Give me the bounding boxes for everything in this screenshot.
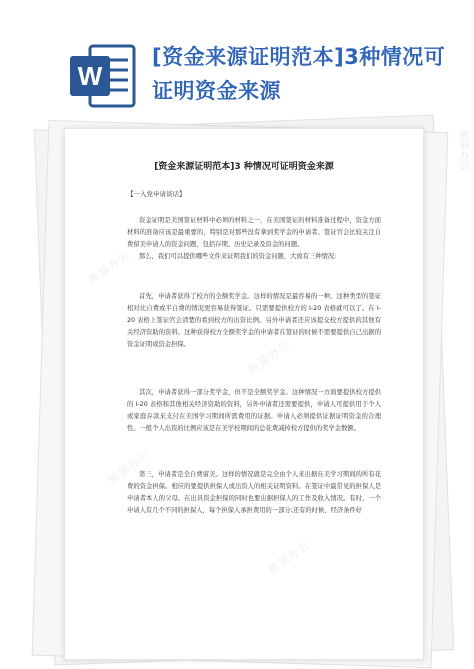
watermark: 熊猫办公	[105, 448, 153, 487]
document-page	[64, 128, 424, 660]
paragraph: 那么，我们可以提供哪些文件来证明我们的资金问题，大致有三种情况：	[139, 253, 341, 260]
watermark: 熊猫办公	[265, 538, 313, 577]
word-document-icon	[66, 38, 142, 114]
paragraph: 资金证明是美国签证材料中必须的材料之一，在美国签证的材料准备过程中，资金方面材料的准备应该是最重要的，特别是对那些没有拿到奖学金的申请者。签证官会比较关注自费留美申请人的资金问题，包括存期、历史记录及资金的问题。	[127, 217, 381, 248]
paragraph: 其次，申请者获得一部分奖学金，但不是全额奖学金。这种情况一方面要提供校方提供的 I-20 表格和其他相关经济资助的资料，另外申请者还需要提供，申请人可提供用于个人或家庭存款来支付在美国学习期间所需费用的证据。申请人必须提供证据证明资金的合理性。一般个人出资的比例应该是在美学校期间的总花费减掉校方提供的奖学金数额。	[127, 389, 381, 432]
watermark: 熊猫办公	[245, 338, 293, 377]
section-tag: 【一入党申请谈话】	[127, 190, 186, 198]
paragraph: 第三，申请者是全自费留美。这样的情况就是完全由个人来出据在美学习期间的所有花费的资金担保。相应的要提供担保人或出资人的相关证明资料。在签证中最常见的担保人是申请者本人的父母。在出具资金担保的同时也要出据担保人的工作及收入情况。有时，一个申请人有几个不同的担保人，每个担保人承担费用的一部分;还有的时候，经济条件好	[127, 471, 381, 514]
document-title: [资金来源证明范本]3 种情况可证明资金来源	[154, 162, 334, 172]
page-title: [资金来源证明范本]3种情况可证明资金来源	[152, 45, 446, 103]
side-watermark: 熊猫办公	[457, 130, 468, 170]
paragraph: 首先，申请者获得了校方的全额奖学金。这样的情况是最容易的一种。这种类型的签证相对比自费或半自费的情况更容易获得签证。只需要提供校方的 I-20 表格就可以了。在 I-20 表格上签证官会清楚的看到校方的出资比例。另外申请者还应该提交校方提供的其他有关经济资助的资料。这种获得校方全额奖学金的申请者在签证的时候不需要提供自己出据的资金证明或资金担保。	[127, 293, 381, 348]
svg-text:W: W	[77, 61, 103, 91]
header	[0, 0, 474, 120]
watermark: 熊猫办公	[85, 248, 133, 287]
